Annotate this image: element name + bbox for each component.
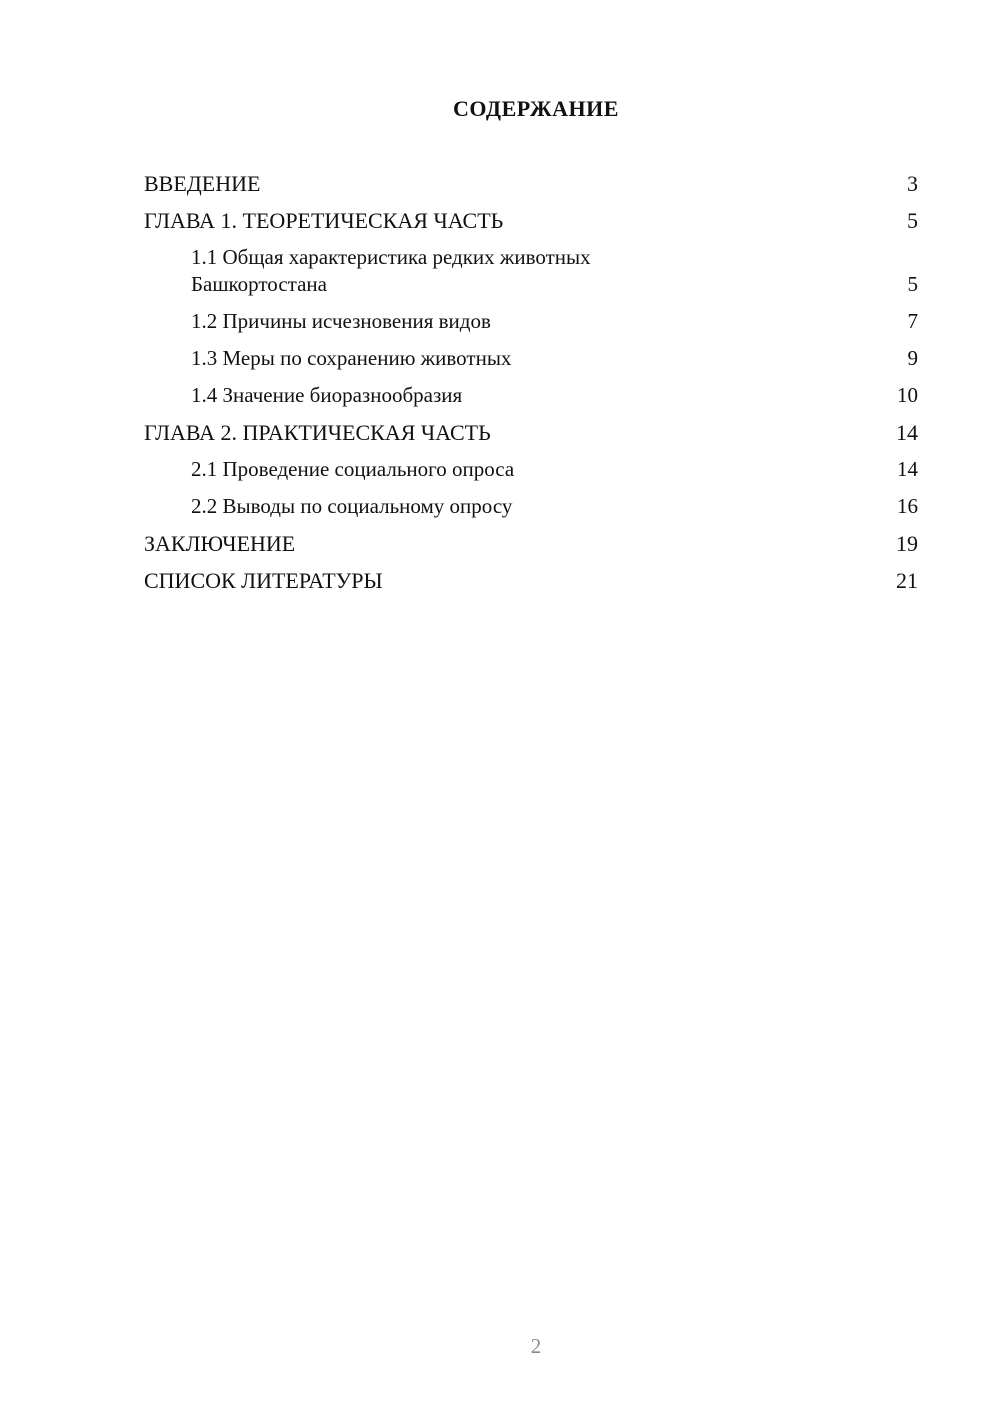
toc-entry-references[interactable] <box>144 567 918 604</box>
toc-entry-page: 5 <box>907 272 918 296</box>
toc-entry-section-1-3[interactable] <box>144 345 918 382</box>
toc-entry-label: 1.1 Общая характеристика редких животных Башкортостана <box>191 245 591 296</box>
toc-entry-section-1-2[interactable] <box>144 308 918 345</box>
toc-entry-page: 9 <box>907 346 918 370</box>
toc-entry-page: 19 <box>896 531 918 556</box>
toc-entry-chapter-1[interactable] <box>144 207 918 244</box>
table-of-contents <box>144 170 918 604</box>
toc-entry-page: 16 <box>897 494 918 518</box>
toc-entry-label: ГЛАВА 2. ПРАКТИЧЕСКАЯ ЧАСТЬ <box>144 420 491 445</box>
toc-entry-page: 3 <box>907 171 918 196</box>
toc-entry-section-1-4[interactable] <box>144 382 918 419</box>
toc-entry-section-1-1[interactable] <box>144 244 918 308</box>
toc-entry-label: ВВЕДЕНИЕ <box>144 171 261 196</box>
toc-entry-page: 5 <box>907 208 918 233</box>
toc-entry-label: СПИСОК ЛИТЕРАТУРЫ <box>144 568 383 593</box>
toc-entry-page: 21 <box>896 568 918 593</box>
page-title: СОДЕРЖАНИЕ <box>453 96 619 121</box>
toc-entry-label: 1.2 Причины исчезновения видов <box>191 309 491 333</box>
toc-entry-page: 10 <box>897 383 918 407</box>
toc-entry-introduction[interactable] <box>144 170 918 207</box>
toc-entry-page: 14 <box>897 457 918 481</box>
toc-entry-label: ЗАКЛЮЧЕНИЕ <box>144 531 296 556</box>
toc-entry-label: 1.4 Значение биоразнообразия <box>191 383 463 407</box>
toc-entry-label: ГЛАВА 1. ТЕОРЕТИЧЕСКАЯ ЧАСТЬ <box>144 208 504 233</box>
toc-entry-label: 2.1 Проведение социального опроса <box>191 457 515 481</box>
toc-entry-page: 14 <box>896 420 918 445</box>
toc-entry-label: 2.2 Выводы по социальному опросу <box>191 494 513 518</box>
page-number: 2 <box>530 1334 542 1358</box>
toc-entry-page: 7 <box>907 309 918 333</box>
toc-entry-chapter-2[interactable] <box>144 419 918 456</box>
toc-entry-label: 1.3 Меры по сохранению животных <box>191 346 512 370</box>
toc-entry-section-2-2[interactable] <box>144 493 918 530</box>
toc-entry-conclusion[interactable] <box>144 530 918 567</box>
toc-entry-section-2-1[interactable] <box>144 456 918 493</box>
